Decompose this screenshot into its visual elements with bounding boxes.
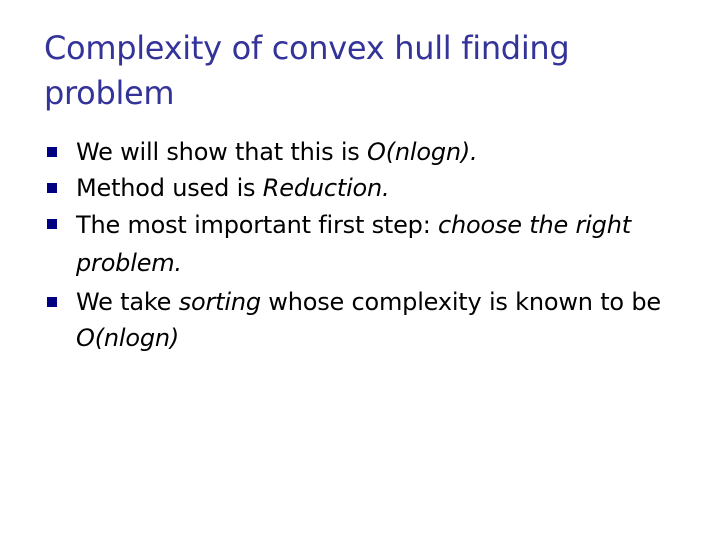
bullet-emphasis: O(nlogn) [76,324,180,352]
square-bullet-icon [47,297,57,307]
bullet-text: We will show that this is [76,138,368,166]
square-bullet-icon [47,147,57,157]
square-bullet-icon [47,183,57,193]
bullet-emphasis: sorting [178,288,261,316]
bullet-text: The most important first step: [76,211,439,239]
square-bullet-icon [47,219,57,229]
bullet-text: whose complexity is known to be [260,288,661,316]
slide-title: Complexity of convex hull finding problem [44,29,570,112]
bullet-emphasis: O(nlogn). [367,138,478,166]
bullet-item [44,206,694,282]
bullet-list [44,134,694,356]
bullet-emphasis: choose the right problem. [76,211,631,277]
bullet-item [44,170,694,206]
bullet-item [44,134,694,170]
bullet-item [44,284,694,356]
bullet-emphasis: Reduction. [262,174,390,202]
bullet-text: Method used is [76,174,263,202]
bullet-text: We take [76,288,179,316]
